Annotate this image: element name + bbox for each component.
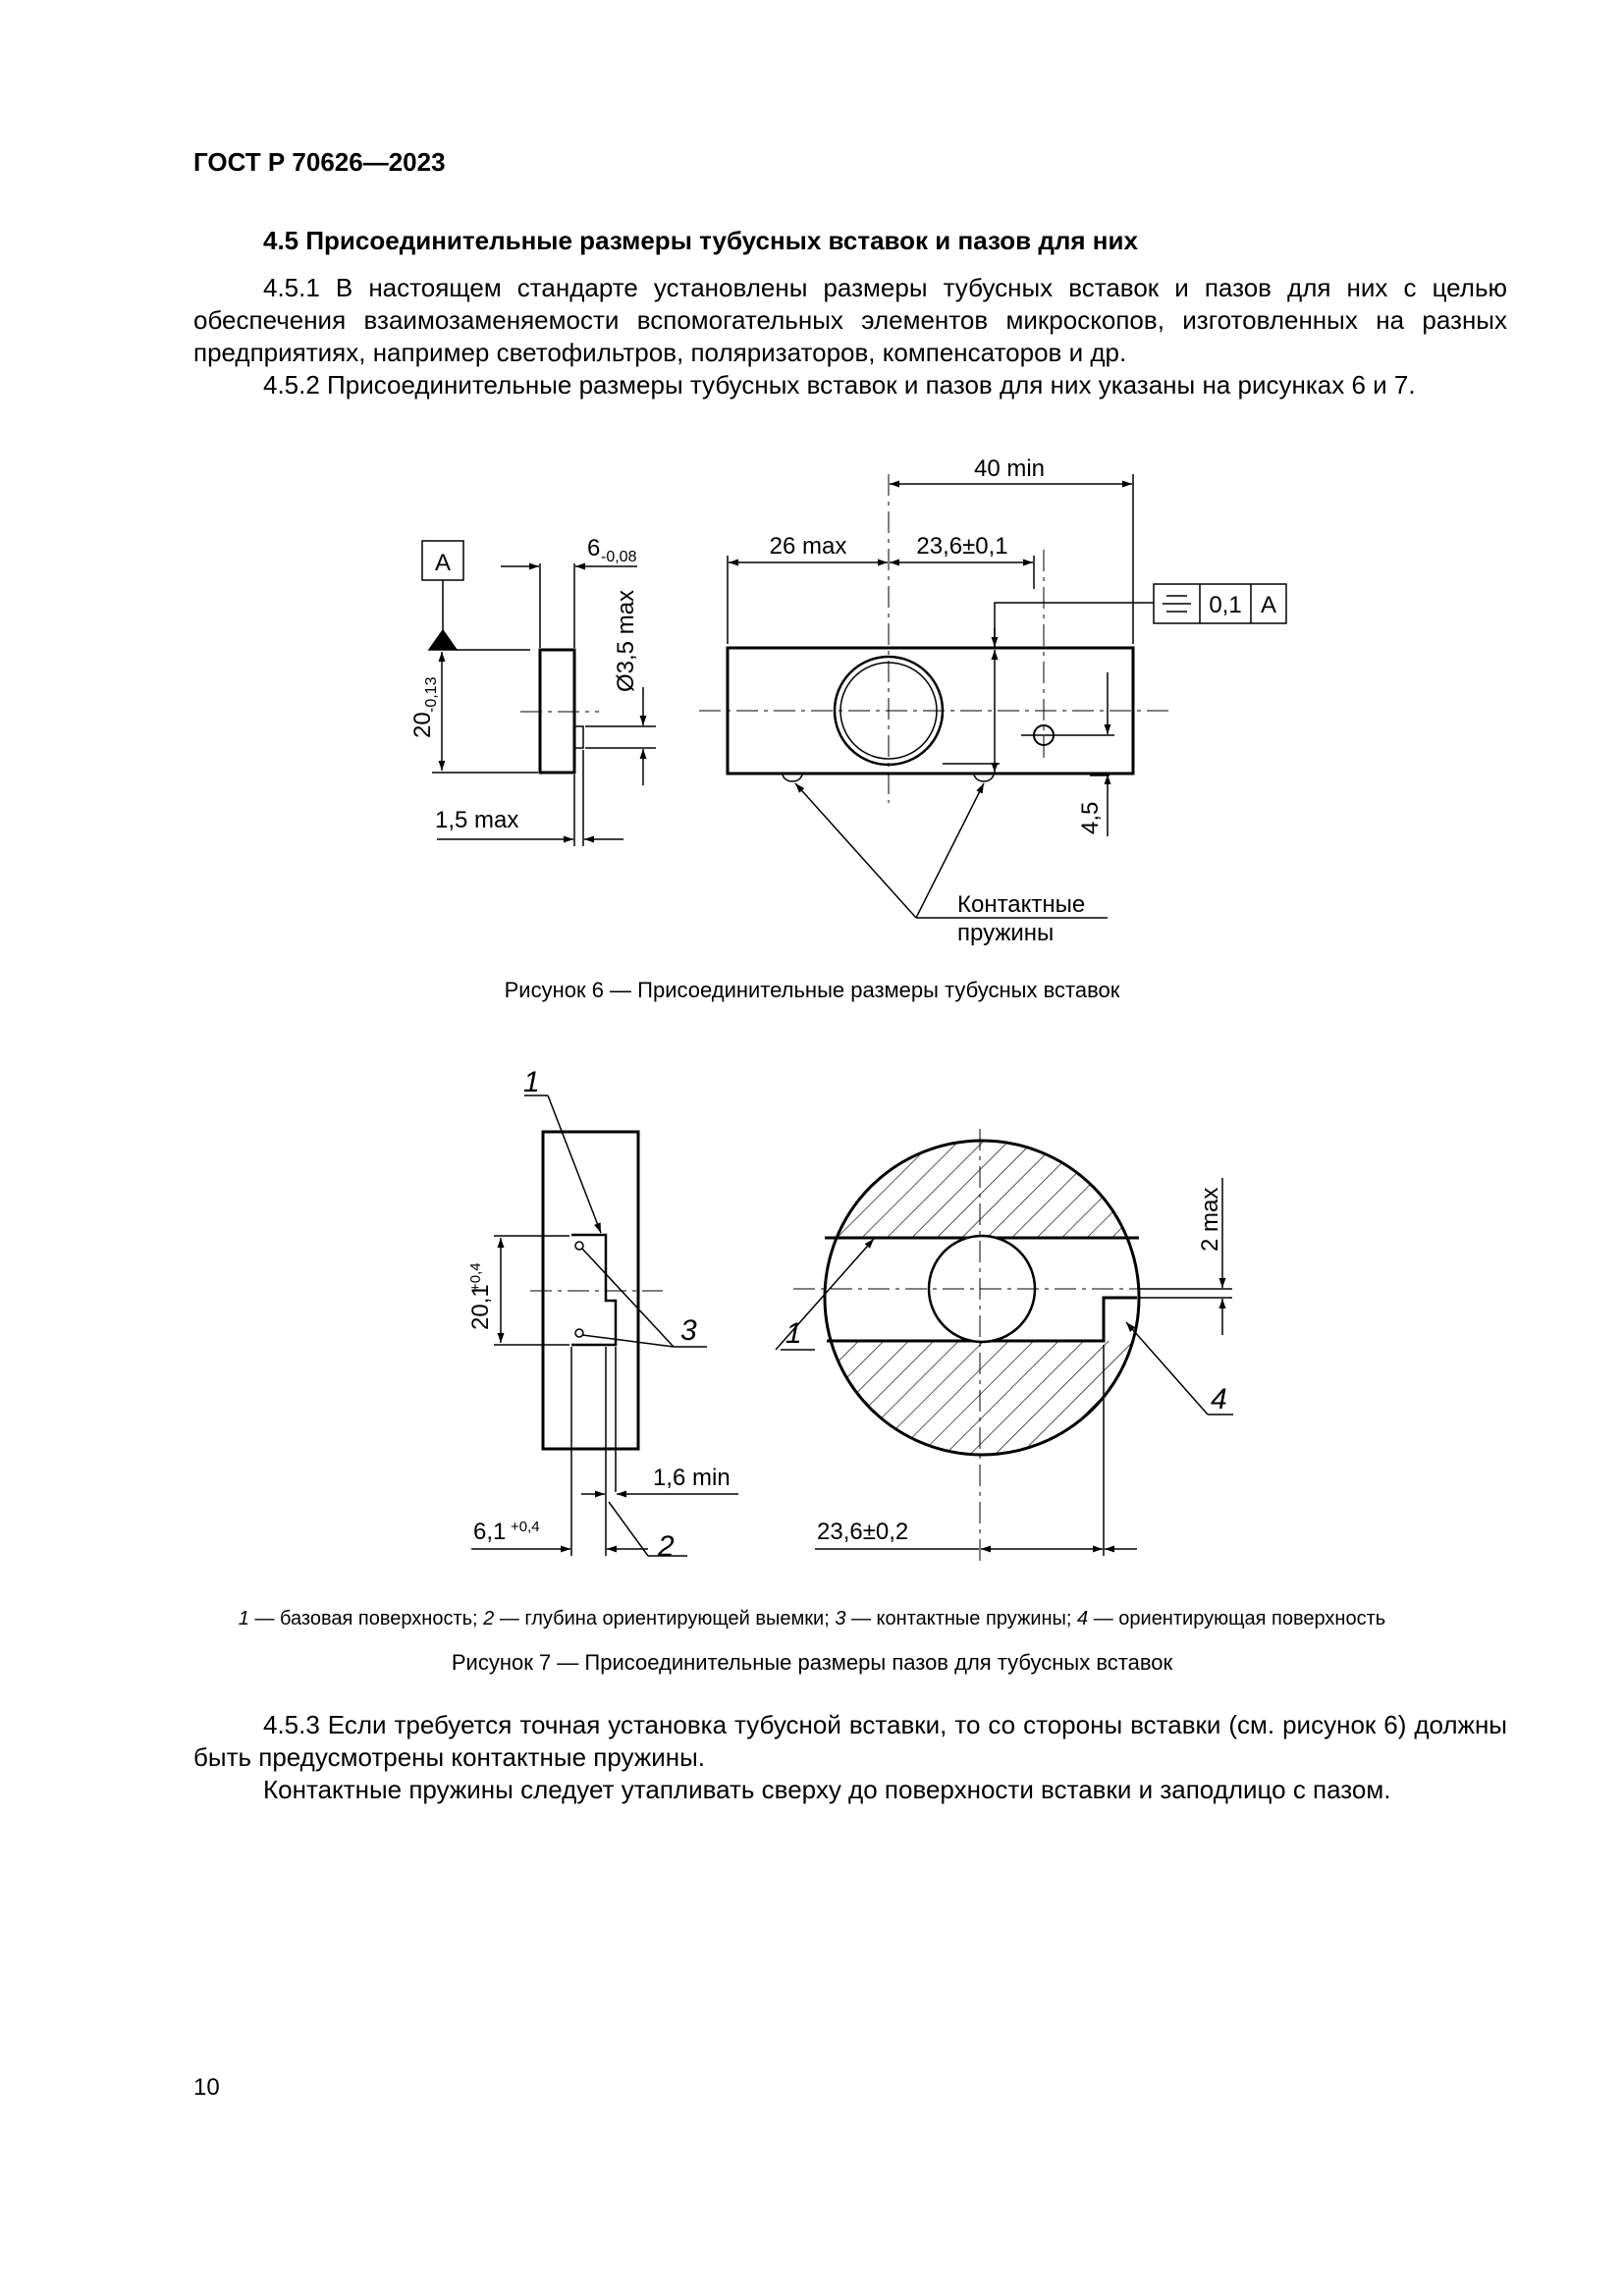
- figure-7-caption: Рисунок 7 — Присоединительные размеры пазов для тубусных вставок: [451, 1650, 1173, 1675]
- datum-a-label: A: [434, 550, 452, 576]
- dim-length-min: 40 min: [973, 455, 1046, 482]
- figure-6-caption: Рисунок 6 — Присоединительные размеры тубусных вставок: [504, 978, 1120, 1002]
- callout-springs-line2: пружины: [957, 920, 1055, 946]
- label-4: 4: [1211, 1383, 1227, 1415]
- tolerance-value: 0,1: [1209, 592, 1242, 618]
- page-number: 10: [193, 2074, 220, 2101]
- figure-7-drawing: [0, 1060, 1624, 1571]
- label-1-side: 1: [523, 1066, 540, 1098]
- dim-thickness: 6: [587, 535, 601, 561]
- label-3: 3: [680, 1314, 697, 1347]
- datum-triangle: [429, 630, 457, 650]
- spring-top: [575, 1242, 583, 1250]
- dim-center-groove: 23,6±0,2: [817, 1519, 909, 1545]
- callout-springs-line1: Контактные: [957, 891, 1086, 918]
- spring-bottom: [575, 1329, 583, 1337]
- dim-notch: 1,6 min: [653, 1465, 731, 1491]
- paragraph-springs: Контактные пружины следует утапливать сверху до поверхности вставки и заподлицо с пазом.: [263, 1775, 1391, 1804]
- tolerance-datum: A: [1260, 592, 1277, 618]
- figure-6-drawing: [0, 442, 1624, 952]
- dim-slot-height-tol: +0,4: [467, 1262, 484, 1292]
- dim-hole-height: 4,5: [1077, 801, 1104, 834]
- dim-notch-depth: 2 max: [1197, 1187, 1223, 1252]
- dim-depth: 6,1: [473, 1519, 507, 1545]
- legend-text-4: — ориентирующая поверхность: [1088, 1608, 1386, 1629]
- document-header: ГОСТ Р 70626—2023: [193, 147, 446, 177]
- figure-7-legend: [0, 1608, 1624, 1630]
- legend-text-2: — глубина ориентирующей выемки;: [494, 1608, 836, 1629]
- paragraph-4-5-2: 4.5.2 Присоединительные размеры тубусных вставок и пазов для них указаны на рисунках 6 и 7.: [263, 370, 1416, 400]
- dim-hole: Ø3,5 max: [613, 589, 639, 692]
- slot-profile: [571, 1235, 616, 1345]
- legend-key-4: 4: [1077, 1608, 1089, 1629]
- legend-key-2: 2: [483, 1608, 495, 1629]
- dim-left-max: 26 max: [769, 533, 847, 560]
- legend-key-1: 1: [238, 1608, 249, 1629]
- dim-center: 23,6±0,1: [916, 533, 1008, 560]
- paragraph-4-5-3: 4.5.3 Если требуется точная установка тубусной вставки, то со стороны вставки (см. рисунок 6) должны быть предусмотрены контактные пружины.: [193, 1710, 1507, 1772]
- label-1-disc: 1: [785, 1317, 802, 1350]
- dim-height: 20: [409, 712, 436, 738]
- dim-thickness-tol: -0,08: [601, 549, 637, 565]
- label-2: 2: [658, 1530, 675, 1563]
- dim-height-tol: -0,13: [423, 676, 440, 713]
- dim-protrusion: 1,5 max: [435, 807, 519, 833]
- dim-slot-height: 20,1: [467, 1284, 494, 1330]
- dim-depth-tol: +0,4: [511, 1519, 540, 1535]
- legend-key-3: 3: [835, 1608, 846, 1629]
- legend-text-1: — базовая поверхность;: [248, 1608, 484, 1629]
- legend-text-3: — контактные пружины;: [845, 1608, 1078, 1629]
- section-title: 4.5 Присоединительные размеры тубусных вставок и пазов для них: [263, 226, 1138, 255]
- paragraph-4-5-1: 4.5.1 В настоящем стандарте установлены размеры тубусных вставок и пазов для них с целью обеспечения взаимозаменяемости вспомогательных элементов микроскопов, изготовленных на разных предприятиях, например светофильтров, поляризаторов, компенсаторов и др.: [193, 273, 1507, 367]
